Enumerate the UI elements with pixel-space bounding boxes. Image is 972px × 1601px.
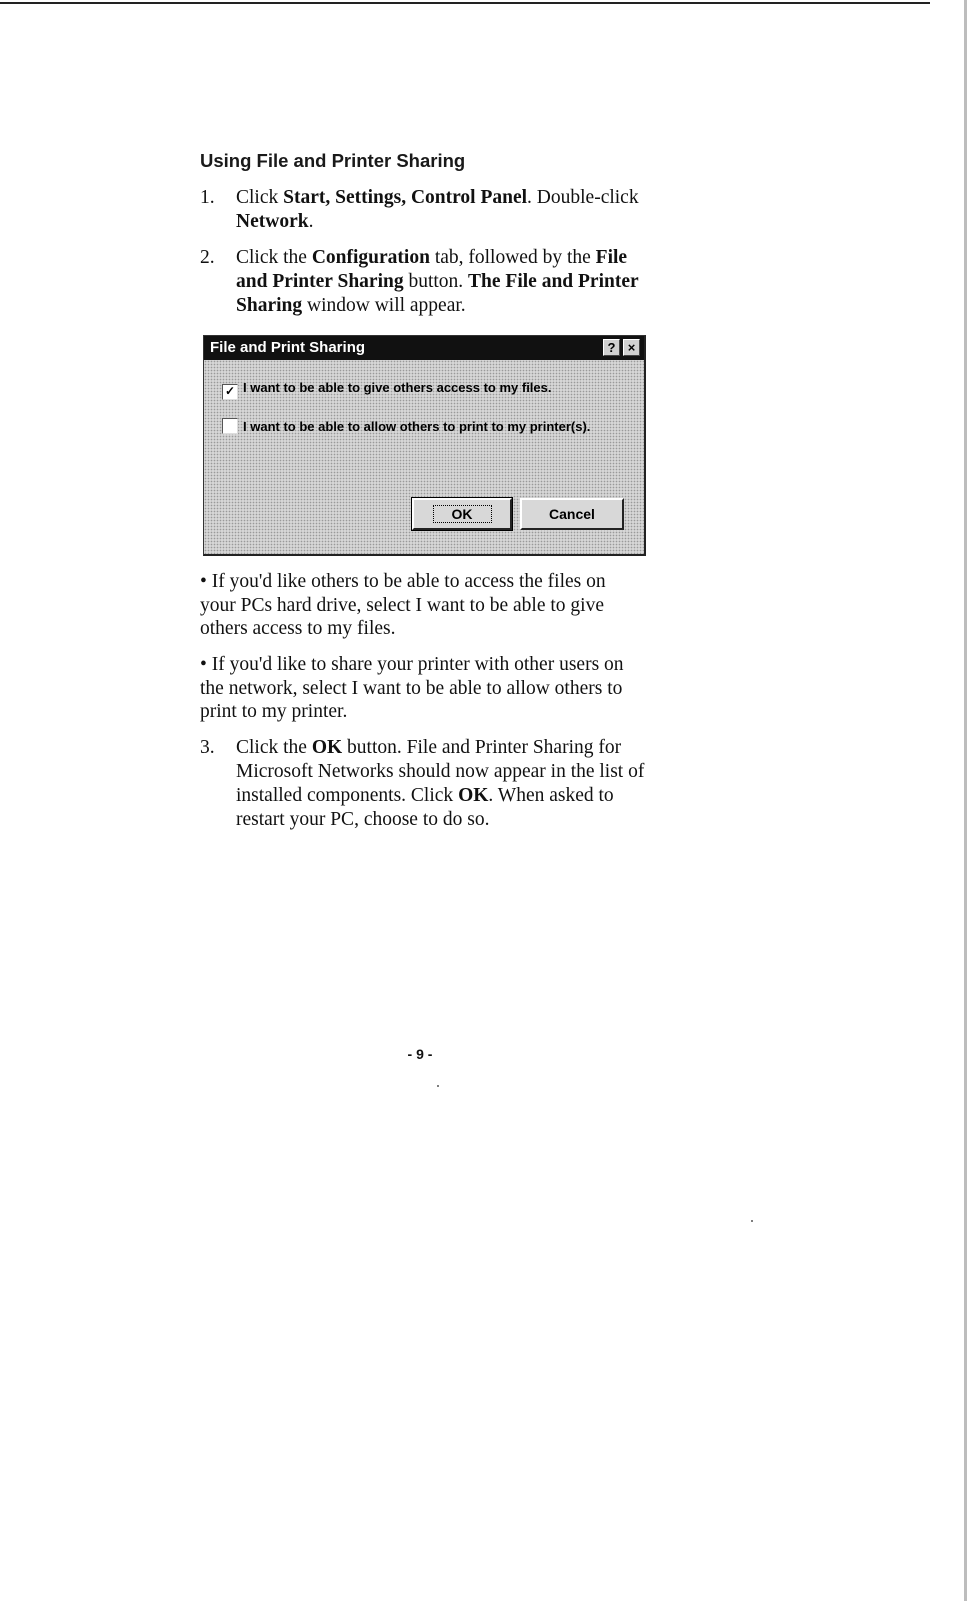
step-3 [200, 736, 650, 832]
step-text-run: tab, followed by the [429, 247, 596, 268]
step-text [236, 246, 650, 318]
share-files-option[interactable] [222, 380, 551, 400]
scan-speck [751, 1220, 753, 1222]
step-bold-run: Start, Settings, Control Panel [283, 187, 528, 208]
step-bold-run: File and Printer Sharing [236, 247, 628, 292]
step-bold-run: OK [311, 737, 343, 758]
top-rule [0, 2, 930, 4]
ok-button-label: OK [433, 505, 492, 523]
cancel-button[interactable]: Cancel [520, 498, 624, 530]
section-heading: Using File and Printer Sharing [200, 150, 466, 171]
bullet-share-files: • If you'd like others to be able to access the files on your PCs hard drive, select I want to be able to give others access to my files. [200, 571, 606, 639]
dialog-titlebar [204, 336, 644, 360]
bullet-share-printer: • If you'd like to share your printer with other users on the network, select I want to be able to allow others to print to my printer. [200, 654, 624, 722]
step-bold-run: The File and Printer Sharing [236, 271, 639, 316]
step-bold-run: Configuration [311, 247, 430, 268]
step-text [236, 736, 650, 832]
close-button[interactable]: × [623, 339, 640, 356]
step-text-run: window will appear. [302, 295, 466, 316]
share-files-label: I want to be able to give others access to my files. [243, 380, 552, 395]
step-text-run: . [308, 211, 314, 232]
help-button[interactable]: ? [603, 339, 620, 356]
step-text-run: button. [403, 271, 469, 292]
step-text-run: . Double-click [527, 187, 639, 208]
share-files-checkbox[interactable]: ✓ [222, 384, 238, 400]
share-printers-option[interactable] [222, 418, 590, 434]
step-number: 2. [200, 247, 215, 268]
dialog-title: File and Print Sharing [210, 339, 366, 356]
step-text-run: Click [236, 187, 284, 208]
step-text-run: Click the [236, 247, 312, 268]
step-number: 1. [200, 187, 215, 208]
share-printers-label: I want to be able to allow others to print to my printer(s). [243, 419, 591, 434]
step-text-run: button. File and Printer Sharing for Microsoft Networks should now appear in the list of installed components. Click [236, 737, 645, 806]
ok-button[interactable] [412, 498, 512, 530]
step-text-run: . When asked to restart your PC, choose to do so. [236, 785, 614, 830]
step-2 [200, 246, 650, 318]
step-bold-run: OK [458, 785, 489, 806]
step-bold-run: Network [236, 211, 309, 232]
share-printers-checkbox[interactable] [222, 418, 238, 434]
step-text [236, 186, 650, 234]
file-print-sharing-dialog [203, 335, 646, 556]
step-number: 3. [200, 737, 215, 758]
scan-speck [437, 1085, 439, 1087]
page-number: - 9 - [407, 1046, 433, 1062]
page-edge [964, 0, 967, 1601]
step-text-run: Click the [236, 737, 312, 758]
step-1 [200, 186, 650, 234]
